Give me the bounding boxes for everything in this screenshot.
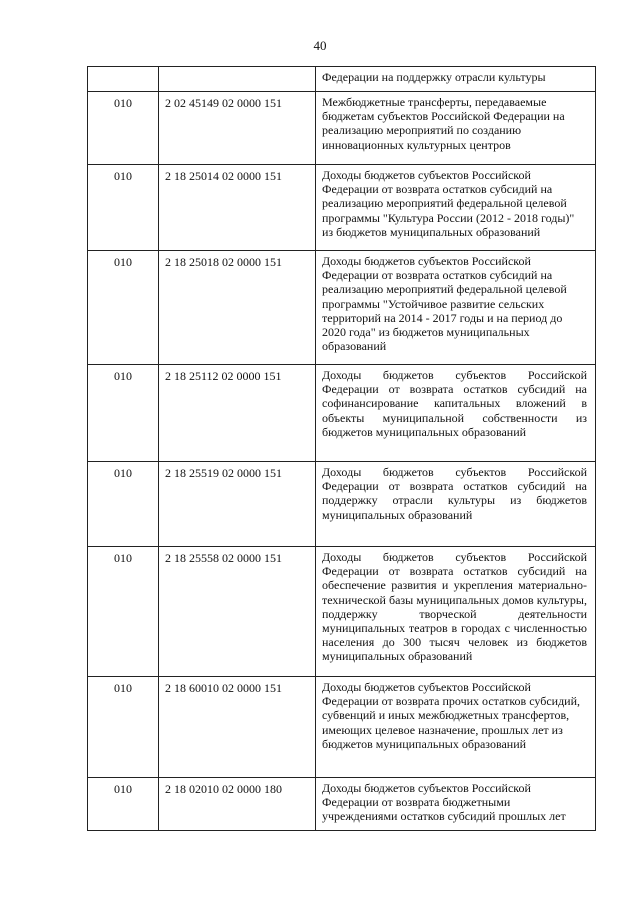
income-name-cell: Доходы бюджетов субъектов Российской Федерации от возврата бюджетными учреждениями остатков субсидий прошлых лет bbox=[316, 778, 596, 831]
admin-code-cell: 010 bbox=[88, 462, 159, 547]
income-name-cell: Доходы бюджетов субъектов Российской Федерации от возврата остатков субсидий на реализацию мероприятий федеральной целевой программы "Устойчивое развитие сельских территорий на 2014 - 2017 годы и на период до 2020 года" из бюджетов муниципальных образований bbox=[316, 251, 596, 365]
budget-code-cell: 2 18 25519 02 0000 151 bbox=[159, 462, 316, 547]
income-name-cell: Доходы бюджетов субъектов Российской Федерации от возврата остатков субсидий на софинансирование капитальных вложений в объекты муниципальной собственности из бюджетов муниципальных образований bbox=[316, 365, 596, 462]
income-name-cell: Доходы бюджетов субъектов Российской Федерации от возврата остатков субсидий на поддержку отрасли культуры из бюджетов муниципальных образований bbox=[316, 462, 596, 547]
budget-code-cell: 2 02 45149 02 0000 151 bbox=[159, 92, 316, 165]
table-row bbox=[88, 165, 596, 251]
admin-code-cell: 010 bbox=[88, 677, 159, 778]
admin-code-cell: 010 bbox=[88, 165, 159, 251]
table-row bbox=[88, 462, 596, 547]
budget-code-cell: 2 18 02010 02 0000 180 bbox=[159, 778, 316, 831]
page-number: 40 bbox=[313, 38, 327, 53]
budget-code-cell: 2 18 25558 02 0000 151 bbox=[159, 547, 316, 677]
table-row bbox=[88, 92, 596, 165]
table-row bbox=[88, 677, 596, 778]
budget-code-cell: 2 18 60010 02 0000 151 bbox=[159, 677, 316, 778]
table-row bbox=[88, 365, 596, 462]
admin-code-cell: 010 bbox=[88, 92, 159, 165]
income-name-cell: Доходы бюджетов субъектов Российской Федерации от возврата остатков субсидий на обеспечение развития и укрепления материально-технической базы муниципальных домов культуры, поддержку творческой деятельности муниципальных театров в городах с численностью населения до 300 тысяч человек из бюджетов муниципальных образований bbox=[316, 547, 596, 677]
income-name-cell: Межбюджетные трансферты, передаваемые бюджетам субъектов Российской Федерации на реализацию мероприятий по созданию инновационных культурных центров bbox=[316, 92, 596, 165]
budget-code-cell: 2 18 25112 02 0000 151 bbox=[159, 365, 316, 462]
admin-code-cell: 010 bbox=[88, 778, 159, 831]
income-name-cell: Доходы бюджетов субъектов Российской Федерации от возврата прочих остатков субсидий, субвенций и иных межбюджетных трансфертов, имеющих целевое назначение, прошлых лет из бюджетов муниципальных образований bbox=[316, 677, 596, 778]
admin-code-cell: 010 bbox=[88, 365, 159, 462]
income-name-cell: Федерации на поддержку отрасли культуры bbox=[316, 67, 596, 92]
budget-code-cell: 2 18 25014 02 0000 151 bbox=[159, 165, 316, 251]
income-name-cell: Доходы бюджетов субъектов Российской Федерации от возврата остатков субсидий на реализацию мероприятий федеральной целевой программы "Культура России (2012 - 2018 годы)" из бюджетов муниципальных образований bbox=[316, 165, 596, 251]
table-row bbox=[88, 547, 596, 677]
table-row bbox=[88, 778, 596, 831]
income-codes-table bbox=[87, 66, 596, 831]
admin-code-cell: 010 bbox=[88, 251, 159, 365]
budget-code-cell: 2 18 25018 02 0000 151 bbox=[159, 251, 316, 365]
budget-code-cell bbox=[159, 67, 316, 92]
table-row bbox=[88, 251, 596, 365]
admin-code-cell: 010 bbox=[88, 547, 159, 677]
table-row bbox=[88, 67, 596, 92]
admin-code-cell bbox=[88, 67, 159, 92]
